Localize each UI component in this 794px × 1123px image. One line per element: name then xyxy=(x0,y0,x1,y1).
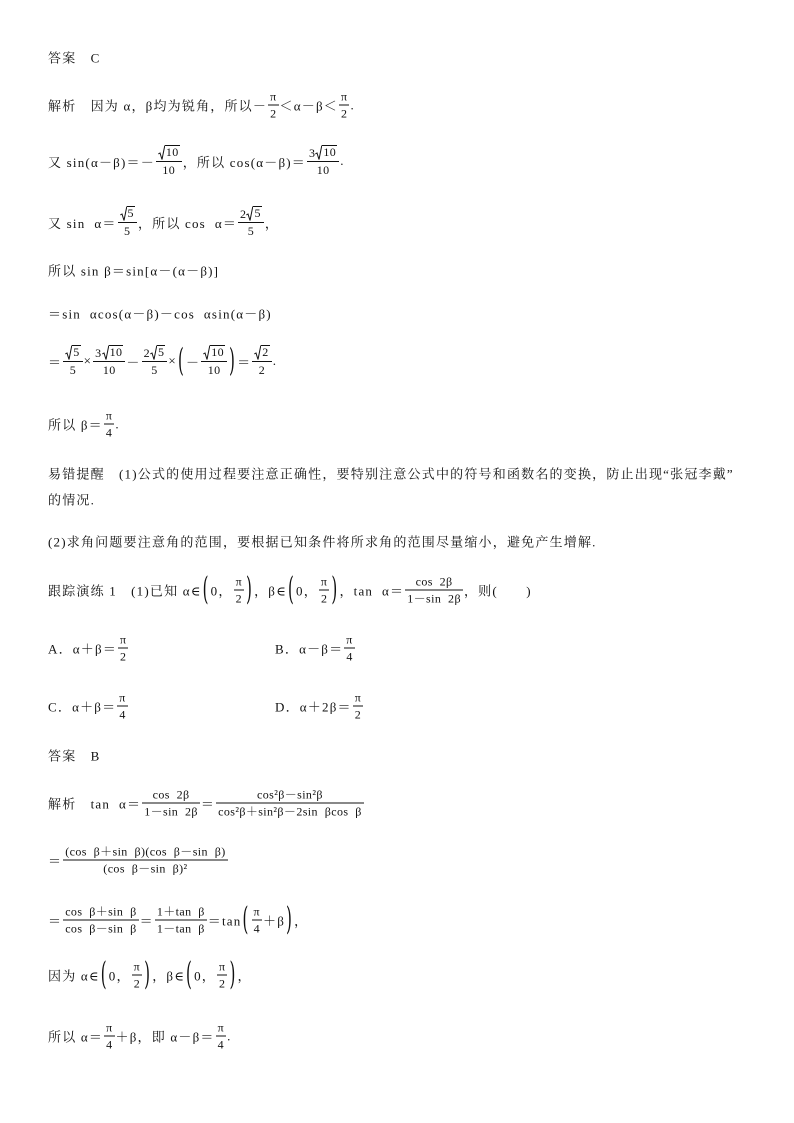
fraction-numerator xyxy=(252,345,271,362)
fraction-numerator xyxy=(405,575,463,591)
text-run: 10 xyxy=(102,363,116,377)
text-run: π xyxy=(270,89,277,104)
fraction-denominator xyxy=(132,976,142,991)
large-parenthesis: ) xyxy=(286,900,294,938)
square-root xyxy=(158,145,180,160)
text-run: 0， xyxy=(296,583,318,599)
text-run: 10 xyxy=(211,345,225,359)
solution2-line-2 xyxy=(48,845,229,876)
fraction xyxy=(63,905,138,936)
radicand xyxy=(157,345,165,360)
fraction-numerator xyxy=(216,1021,226,1037)
text-run: ，β∈ xyxy=(152,968,186,984)
text-run: 2 xyxy=(235,591,242,606)
fraction xyxy=(142,788,200,819)
radicand xyxy=(109,345,124,360)
fraction-denominator xyxy=(155,921,207,936)
text-run: 又 sin α＝ xyxy=(48,215,117,231)
solution-line-4 xyxy=(48,261,219,280)
fraction-numerator xyxy=(353,691,363,707)
fraction xyxy=(307,145,339,177)
fraction-denominator xyxy=(149,362,159,377)
text-run: . xyxy=(272,353,278,368)
solution2-line-1 xyxy=(48,788,365,819)
text-run: ＝ xyxy=(139,913,154,929)
large-parenthesis: ( xyxy=(287,570,295,608)
text-run: 5 xyxy=(69,363,77,377)
exercise-stem xyxy=(48,570,532,608)
fraction xyxy=(339,90,349,121)
text-run: 易错提醒 (1)公式的使用过程要注意正确性，要特别注意公式中的符号和函数名的变换，防止出现“张冠李戴” xyxy=(48,466,734,482)
text-run: . xyxy=(340,153,345,168)
text-run: ， xyxy=(294,913,309,929)
text-run: 解析 因为 α，β均为锐角，所以－ xyxy=(48,98,268,114)
radical-sign xyxy=(315,145,322,160)
text-run: (2)求角问题要注意角的范围，要根据已知条件将所求角的范围尽量缩小，避免产生增解. xyxy=(48,534,597,550)
fraction-numerator xyxy=(63,845,227,861)
fraction-denominator xyxy=(257,362,267,377)
fraction-denominator xyxy=(252,921,262,936)
fraction-denominator xyxy=(160,162,177,177)
text-run: 跟踪演练 1 (1)已知 α∈ xyxy=(48,583,202,599)
fraction-numerator xyxy=(156,145,182,162)
fraction-numerator xyxy=(118,633,128,649)
text-run: 0， xyxy=(210,583,233,599)
text-run: ，所以 cos(α－β)＝ xyxy=(182,154,306,170)
radicand xyxy=(165,145,180,160)
text-run: π xyxy=(340,89,348,104)
fraction-numerator xyxy=(238,206,264,223)
text-run: π xyxy=(253,904,261,919)
text-run: 3 xyxy=(308,146,316,160)
text-run: ，tan α＝ xyxy=(339,583,405,599)
text-run: 1＋tan β xyxy=(156,904,205,919)
radical-sign xyxy=(65,345,72,360)
large-parenthesis: ) xyxy=(331,570,339,608)
text-run: 4 xyxy=(105,425,113,440)
fraction xyxy=(344,633,354,664)
large-parenthesis: ( xyxy=(202,570,210,608)
text-run: . xyxy=(227,1028,232,1043)
text-run: 因为 α∈ xyxy=(48,968,100,984)
text-run: 2 xyxy=(133,976,141,991)
text-run: 10 xyxy=(165,145,179,159)
text-run: ， xyxy=(237,968,252,984)
fraction xyxy=(353,691,363,722)
square-root xyxy=(65,345,80,360)
text-run: 2 xyxy=(354,707,362,722)
fraction-numerator xyxy=(63,905,138,921)
fraction xyxy=(63,845,227,876)
fraction-numerator xyxy=(93,345,125,362)
fraction-denominator xyxy=(216,1037,226,1052)
text-run: 2 xyxy=(262,345,269,359)
radical-sign xyxy=(203,345,210,360)
fraction xyxy=(217,960,227,991)
square-root xyxy=(246,206,261,221)
text-run: － xyxy=(186,354,201,370)
fraction-denominator xyxy=(63,921,138,936)
fraction xyxy=(156,145,182,177)
text-run: π xyxy=(119,690,126,705)
text-run: ＋β，即 α－β＝ xyxy=(115,1029,215,1045)
text-run: 2 xyxy=(270,106,277,121)
fraction-numerator xyxy=(344,633,354,649)
large-parenthesis: ( xyxy=(177,341,185,379)
square-root xyxy=(315,145,337,160)
fraction xyxy=(93,345,125,377)
text-run: cos 2β xyxy=(152,787,190,802)
text-run: × xyxy=(168,353,177,368)
fraction xyxy=(238,206,264,238)
radical-sign xyxy=(158,145,165,160)
fraction-numerator xyxy=(307,145,339,162)
radical-sign xyxy=(150,345,157,360)
text-run: 2 xyxy=(219,976,226,991)
fraction-numerator xyxy=(132,960,142,976)
text-run: 10 xyxy=(316,163,330,177)
radicand xyxy=(72,345,80,360)
fraction-denominator xyxy=(117,707,127,722)
text-run: 5 xyxy=(247,224,255,238)
text-run: ＜α－β＜ xyxy=(279,98,338,114)
square-root xyxy=(150,345,165,360)
fraction xyxy=(216,788,364,819)
text-run: π xyxy=(120,632,127,647)
fraction xyxy=(118,206,137,238)
fraction-denominator xyxy=(122,223,132,238)
fraction-denominator xyxy=(315,162,332,177)
text-run: ＝tan xyxy=(207,913,242,929)
text-run: cos²β＋sin²β－2sin βcos β xyxy=(218,804,362,819)
text-run: 2 xyxy=(341,106,348,121)
text-run: 2 xyxy=(258,363,266,377)
fraction xyxy=(234,575,244,606)
text-run: － xyxy=(126,354,141,370)
text-run: 5 xyxy=(254,206,261,220)
text-run: cos²β－sin²β xyxy=(257,787,323,802)
solution-line-2 xyxy=(48,145,345,177)
fraction-numerator xyxy=(252,905,262,921)
fraction xyxy=(216,1021,226,1052)
text-run: 所以 β＝ xyxy=(48,417,103,433)
fraction-denominator xyxy=(319,591,329,606)
tip-line-2 xyxy=(48,490,95,509)
fraction xyxy=(104,1021,114,1052)
text-run: 5 xyxy=(151,363,158,377)
text-run: 4 xyxy=(217,1037,225,1052)
large-parenthesis: ( xyxy=(242,900,250,938)
large-parenthesis: ) xyxy=(246,570,254,608)
fraction-denominator xyxy=(405,591,463,606)
text-run: π xyxy=(219,959,226,974)
radical-sign xyxy=(246,206,253,221)
radicand xyxy=(253,206,261,221)
text-run: ＝ xyxy=(48,913,63,929)
fraction xyxy=(252,345,271,377)
text-run: A．α＋β＝ xyxy=(48,641,118,657)
option-c xyxy=(48,691,129,722)
fraction xyxy=(252,905,262,936)
text-run: 2 xyxy=(320,591,328,606)
text-run: 答案 B xyxy=(48,748,101,764)
large-parenthesis: ) xyxy=(229,341,237,379)
text-run: ，β∈ xyxy=(254,583,287,599)
text-run: ＝ xyxy=(48,853,63,869)
text-run: π xyxy=(320,574,328,589)
fraction xyxy=(319,575,329,606)
fraction-denominator xyxy=(101,861,189,876)
text-run: cos 2β xyxy=(415,574,453,589)
solution-line-3 xyxy=(48,206,279,238)
fraction-numerator xyxy=(142,788,200,804)
text-run: 5 xyxy=(157,345,165,359)
text-run: π xyxy=(133,959,141,974)
text-run: (cos β－sin β)² xyxy=(103,861,188,876)
text-run: π xyxy=(106,1020,113,1035)
text-run: π xyxy=(354,690,362,705)
text-run: 5 xyxy=(73,345,80,359)
text-run: 所以 sin β＝sin[α－(α－β)] xyxy=(48,263,220,279)
text-run: π xyxy=(235,574,243,589)
text-run: D．α＋2β＝ xyxy=(275,699,352,715)
text-run: 答案 C xyxy=(48,50,101,66)
text-run: 1－sin 2β xyxy=(144,804,198,819)
solution-line-1 xyxy=(48,90,355,121)
fraction-numerator xyxy=(201,345,227,362)
text-run: . xyxy=(115,416,120,431)
fraction-denominator xyxy=(104,1037,114,1052)
text-run: 3 xyxy=(95,346,102,360)
solution-line-7 xyxy=(48,409,120,440)
fraction xyxy=(142,345,168,377)
fraction-numerator xyxy=(155,905,207,921)
fraction-denominator xyxy=(142,804,200,819)
fraction-denominator xyxy=(217,976,227,991)
text-run: ， xyxy=(264,215,280,231)
fraction xyxy=(132,960,142,991)
square-root xyxy=(254,345,269,360)
text-run: ＝sin αcos(α－β)－cos αsin(α－β) xyxy=(48,306,272,322)
option-d xyxy=(275,691,364,722)
text-run: 10 xyxy=(109,345,123,359)
fraction-denominator xyxy=(353,707,363,722)
fraction xyxy=(104,409,114,440)
text-run: cos β－sin β xyxy=(65,921,137,936)
fraction xyxy=(201,345,227,377)
large-parenthesis: ) xyxy=(229,955,237,993)
text-run: π xyxy=(346,632,353,647)
text-run: 又 sin(α－β)＝－ xyxy=(48,154,155,170)
fraction xyxy=(155,905,207,936)
option-b xyxy=(275,633,356,664)
fraction-numerator xyxy=(339,90,349,106)
fraction-numerator xyxy=(268,90,278,106)
large-parenthesis: ( xyxy=(100,955,108,993)
fraction-denominator xyxy=(216,804,364,819)
text-run: ，则( ) xyxy=(463,583,532,599)
text-run: 10 xyxy=(323,145,337,159)
text-run: 2 xyxy=(143,346,150,360)
text-run: ＝ xyxy=(48,354,63,370)
text-run: 4 xyxy=(253,921,260,936)
text-run: . xyxy=(350,97,355,112)
fraction-denominator xyxy=(118,649,128,664)
fraction xyxy=(405,575,463,606)
large-parenthesis: ) xyxy=(144,955,152,993)
text-run: 4 xyxy=(106,1037,113,1052)
fraction-denominator xyxy=(104,425,114,440)
text-run: 所以 α＝ xyxy=(48,1029,104,1045)
text-run: π xyxy=(105,408,113,423)
radicand xyxy=(322,145,337,160)
fraction-denominator xyxy=(206,362,223,377)
fraction-numerator xyxy=(216,788,364,804)
solution2-line-5 xyxy=(48,1021,232,1052)
fraction-denominator xyxy=(68,362,78,377)
text-run: 2 xyxy=(120,649,127,664)
option-a xyxy=(48,633,129,664)
text-run: 2 xyxy=(240,207,247,221)
text-run: 0， xyxy=(194,968,216,984)
solution-line-5 xyxy=(48,304,272,323)
text-run: 0， xyxy=(108,968,131,984)
fraction-numerator xyxy=(319,575,329,591)
fraction-numerator xyxy=(118,206,137,223)
text-run: 5 xyxy=(127,206,134,220)
fraction-numerator xyxy=(104,409,114,425)
radicand xyxy=(127,206,135,221)
text-run: cos β＋sin β xyxy=(65,904,137,919)
tip-line-3 xyxy=(48,532,597,551)
text-run: π xyxy=(217,1020,225,1035)
large-parenthesis: ( xyxy=(186,955,194,993)
text-run: ＝ xyxy=(200,796,216,812)
fraction-numerator xyxy=(217,960,227,976)
fraction xyxy=(117,691,127,722)
text-run: 4 xyxy=(119,707,126,722)
fraction xyxy=(268,90,278,121)
fraction-numerator xyxy=(234,575,244,591)
square-root xyxy=(102,345,124,360)
fraction-denominator xyxy=(234,591,244,606)
text-run: ，所以 cos α＝ xyxy=(137,215,238,231)
radicand xyxy=(261,345,269,360)
text-run: 10 xyxy=(162,163,176,177)
text-run: (cos β＋sin β)(cos β－sin β) xyxy=(65,844,226,859)
square-root xyxy=(203,345,225,360)
fraction-denominator xyxy=(268,106,278,121)
fraction-numerator xyxy=(117,691,127,707)
text-run: B．α－β＝ xyxy=(275,641,344,657)
answer-line-1 xyxy=(48,48,100,67)
fraction-denominator xyxy=(101,362,118,377)
fraction-denominator xyxy=(339,106,349,121)
tip-line-1 xyxy=(48,464,734,483)
text-run: ＝ xyxy=(237,354,252,370)
fraction-denominator xyxy=(344,649,354,664)
text-run: ＋β xyxy=(263,913,286,929)
fraction-numerator xyxy=(63,345,82,362)
fraction xyxy=(63,345,82,377)
fraction-numerator xyxy=(104,1021,114,1037)
radical-sign xyxy=(102,345,109,360)
radical-sign xyxy=(254,345,261,360)
text-run: 4 xyxy=(346,649,353,664)
text-run: 1－tan β xyxy=(156,921,205,936)
text-run: 1－sin 2β xyxy=(407,591,461,606)
text-run: × xyxy=(83,353,93,368)
solution-line-6 xyxy=(48,341,278,379)
square-root xyxy=(120,206,135,221)
radical-sign xyxy=(120,206,127,221)
text-run: 的情况. xyxy=(48,492,96,508)
radicand xyxy=(210,345,225,360)
text-run: 5 xyxy=(124,224,131,238)
text-run: 解析 tan α＝ xyxy=(48,796,142,812)
fraction-numerator xyxy=(142,345,168,362)
fraction-denominator xyxy=(246,223,256,238)
fraction xyxy=(118,633,128,664)
solution2-line-3 xyxy=(48,900,309,938)
text-run: 10 xyxy=(207,363,221,377)
text-run: C．α＋β＝ xyxy=(48,699,117,715)
solution2-line-4 xyxy=(48,955,252,993)
answer-line-2 xyxy=(48,746,100,765)
